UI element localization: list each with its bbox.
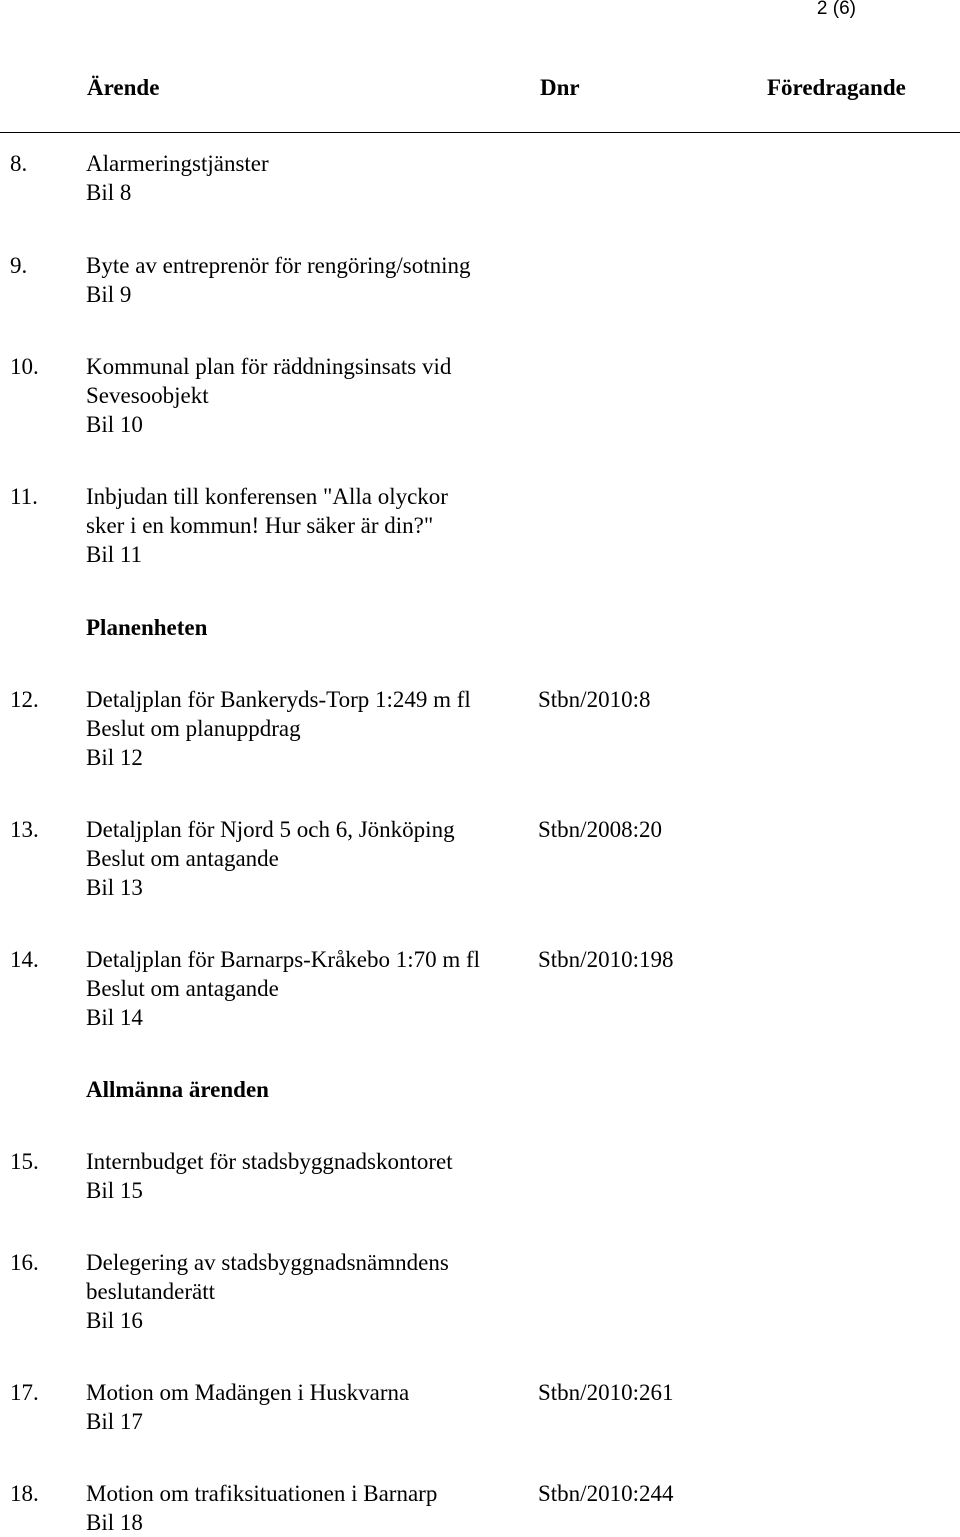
- item-title: Detaljplan för Njord 5 och 6, Jönköping: [86, 817, 455, 842]
- item-text: [86, 1248, 526, 1335]
- item-title: Inbjudan till konferensen "Alla olyckor: [86, 484, 448, 509]
- item-number: 9.: [10, 253, 28, 278]
- item-number: 15.: [10, 1149, 39, 1174]
- item-title: Motion om trafiksituationen i Barnarp: [86, 1481, 438, 1506]
- item-attachment: Bil 12: [86, 745, 143, 770]
- item-number: 13.: [10, 817, 39, 842]
- item-title: Detaljplan för Barnarps-Kråkebo 1:70 m fl: [86, 947, 481, 972]
- item-number: 16.: [10, 1250, 39, 1275]
- item-attachment: Bil 10: [86, 412, 143, 437]
- item-dnr: Stbn/2010:198: [538, 947, 674, 972]
- item-text: [86, 1479, 526, 1537]
- section-heading-planenheten: Planenheten: [86, 615, 208, 640]
- item-number: 12.: [10, 687, 39, 712]
- item-title: Internbudget för stadsbyggnadskontoret: [86, 1149, 453, 1174]
- item-dnr: Stbn/2008:20: [538, 817, 662, 842]
- item-decision: Beslut om planuppdrag: [86, 716, 301, 741]
- item-text: [86, 815, 526, 902]
- item-number: 10.: [10, 354, 39, 379]
- item-number: 8.: [10, 151, 28, 176]
- item-attachment: Bil 14: [86, 1005, 143, 1030]
- item-attachment: Bil 13: [86, 875, 143, 900]
- item-attachment: Bil 8: [86, 180, 132, 205]
- item-text: [86, 482, 526, 569]
- item-number: 14.: [10, 947, 39, 972]
- item-decision: Beslut om antagande: [86, 976, 279, 1001]
- item-number: 11.: [10, 484, 38, 509]
- item-dnr: Stbn/2010:261: [538, 1380, 674, 1405]
- item-number: 17.: [10, 1380, 39, 1405]
- page-number: 2 (6): [816, 0, 856, 19]
- item-title-cont: Sevesoobjekt: [86, 383, 209, 408]
- item-attachment: Bil 15: [86, 1178, 143, 1203]
- item-text: [86, 945, 526, 1032]
- item-attachment: Bil 18: [86, 1510, 143, 1535]
- column-header-foredragande: Föredragande: [767, 75, 906, 100]
- item-title-cont: sker i en kommun! Hur säker är din?": [86, 513, 434, 538]
- item-number: 18.: [10, 1481, 39, 1506]
- item-text: [86, 685, 526, 772]
- item-text: [86, 1378, 526, 1436]
- item-attachment: Bil 17: [86, 1409, 143, 1434]
- item-attachment: Bil 16: [86, 1308, 143, 1333]
- header-divider: [0, 132, 960, 133]
- item-attachment: Bil 9: [86, 282, 132, 307]
- item-title-cont: beslutanderätt: [86, 1279, 216, 1304]
- item-title: Kommunal plan för räddningsinsats vid: [86, 354, 452, 379]
- section-heading-allmanna-arenden: Allmänna ärenden: [86, 1077, 269, 1102]
- item-text: [86, 1147, 526, 1205]
- item-title: Alarmeringstjänster: [86, 151, 269, 176]
- item-decision: Beslut om antagande: [86, 846, 279, 871]
- column-header-dnr: Dnr: [540, 75, 580, 100]
- item-title: Detaljplan för Bankeryds-Torp 1:249 m fl: [86, 687, 471, 712]
- item-title: Motion om Madängen i Huskvarna: [86, 1380, 410, 1405]
- item-dnr: Stbn/2010:244: [538, 1481, 674, 1506]
- item-text: [86, 149, 526, 207]
- item-title: Byte av entreprenör för rengöring/sotning: [86, 253, 471, 278]
- item-attachment: Bil 11: [86, 542, 143, 567]
- item-title: Delegering av stadsbyggnadsnämndens: [86, 1250, 449, 1275]
- item-text: [86, 352, 526, 439]
- item-text: [86, 251, 526, 309]
- item-dnr: Stbn/2010:8: [538, 687, 651, 712]
- column-header-arende: Ärende: [87, 75, 160, 100]
